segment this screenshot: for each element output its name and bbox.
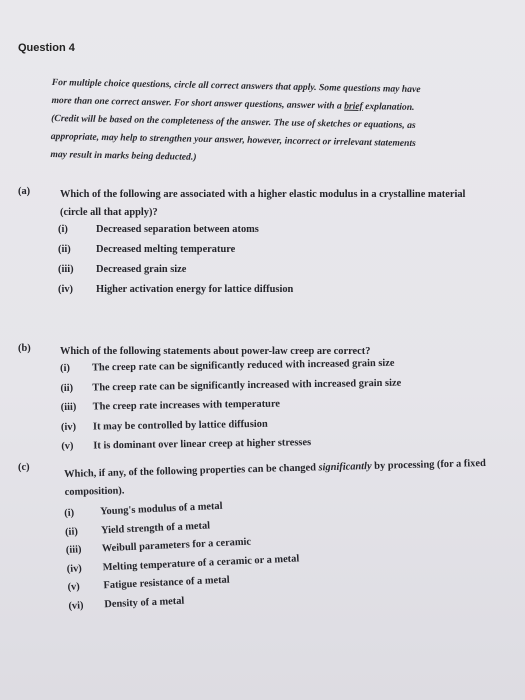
question-stem [60,186,465,222]
option-text: Melting temperature of a ceramic or a metal [102,552,300,573]
option-text: Higher activation energy for lattice diffusion [96,284,294,295]
instructions-line: may result in marks being deducted.) [50,148,197,163]
option-text: The creep rate can be significantly increased with increased grain size [92,377,402,393]
option-text: Decreased melting temperature [96,244,236,255]
stem-text: by processing (for a fixed [371,457,486,472]
option-list [64,500,300,619]
stem-line: Which of the following are associated with a higher elastic modulus in a crystalline material [60,189,466,200]
option-number: (ii) [64,525,79,538]
question-title: Question 4 [18,42,75,54]
stem-line: Which of the following statements about power-law creep are correct? [60,346,371,357]
option-number: (iii) [60,401,77,413]
stem-text: Which, if any, of the following properties can be changed [64,462,319,480]
option-text: Density of a metal [104,595,185,610]
option-number: (i) [58,224,68,235]
option-text: The creep rate can be significantly reduced with increased grain size [91,357,395,374]
option-text: It may be controlled by lattice diffusion [92,418,268,432]
option-number: (ii) [58,244,71,255]
option-number: (i) [60,362,70,374]
option-text: The creep rate increases with temperature [92,398,281,413]
answer-option[interactable] [67,574,230,600]
option-number: (iii) [65,544,82,556]
answer-option[interactable] [66,552,300,581]
question-letter: (a) [18,186,31,197]
option-number: (iv) [60,421,77,433]
option-text: Decreased grain size [96,264,187,275]
instructions-line: For multiple choice questions, circle all correct answers that apply. Some questions may have [51,76,421,96]
option-text: Weibull parameters for a ceramic [101,536,252,555]
answer-option[interactable] [64,500,223,526]
stem-line: (circle all that apply)? [60,207,158,218]
option-number: (iv) [58,284,74,295]
option-list [60,357,402,460]
option-number: (iii) [58,264,74,275]
stem-emphasis: significantly [318,460,372,474]
option-number: (iv) [66,562,83,575]
instructions-emphasis: brief [344,100,363,112]
instructions-text: more than one correct answer. For short answer questions, answer with a [51,94,345,112]
answer-option[interactable] [65,536,252,563]
option-number: (vi) [68,599,84,612]
instructions-paragraph [50,74,492,172]
answer-option[interactable] [64,519,211,544]
option-number: (v) [67,581,80,593]
option-text: It is dominant over linear creep at higher stresses [93,437,312,452]
instructions-line: (Credit will be based on the completeness of the answer. The use of sketches or equations, as [51,112,416,131]
option-text: Fatigue resistance of a metal [103,574,230,592]
option-number: (v) [61,440,74,452]
question-stem [64,455,487,502]
option-number: (ii) [60,382,74,394]
option-text: Young's modulus of a metal [99,500,223,518]
answer-option[interactable] [68,595,185,618]
instructions-text: explanation. [362,100,415,113]
option-text: Yield strength of a metal [100,519,211,536]
question-letter: (c) [18,462,30,473]
option-text: Decreased separation between atoms [96,224,259,235]
option-number: (i) [64,507,75,519]
instructions-line: appropriate, may help to strengthen your answer, however, incorrect or irrelevant statements [50,130,416,149]
question-letter: (b) [18,343,31,354]
stem-line: composition). [64,485,125,498]
